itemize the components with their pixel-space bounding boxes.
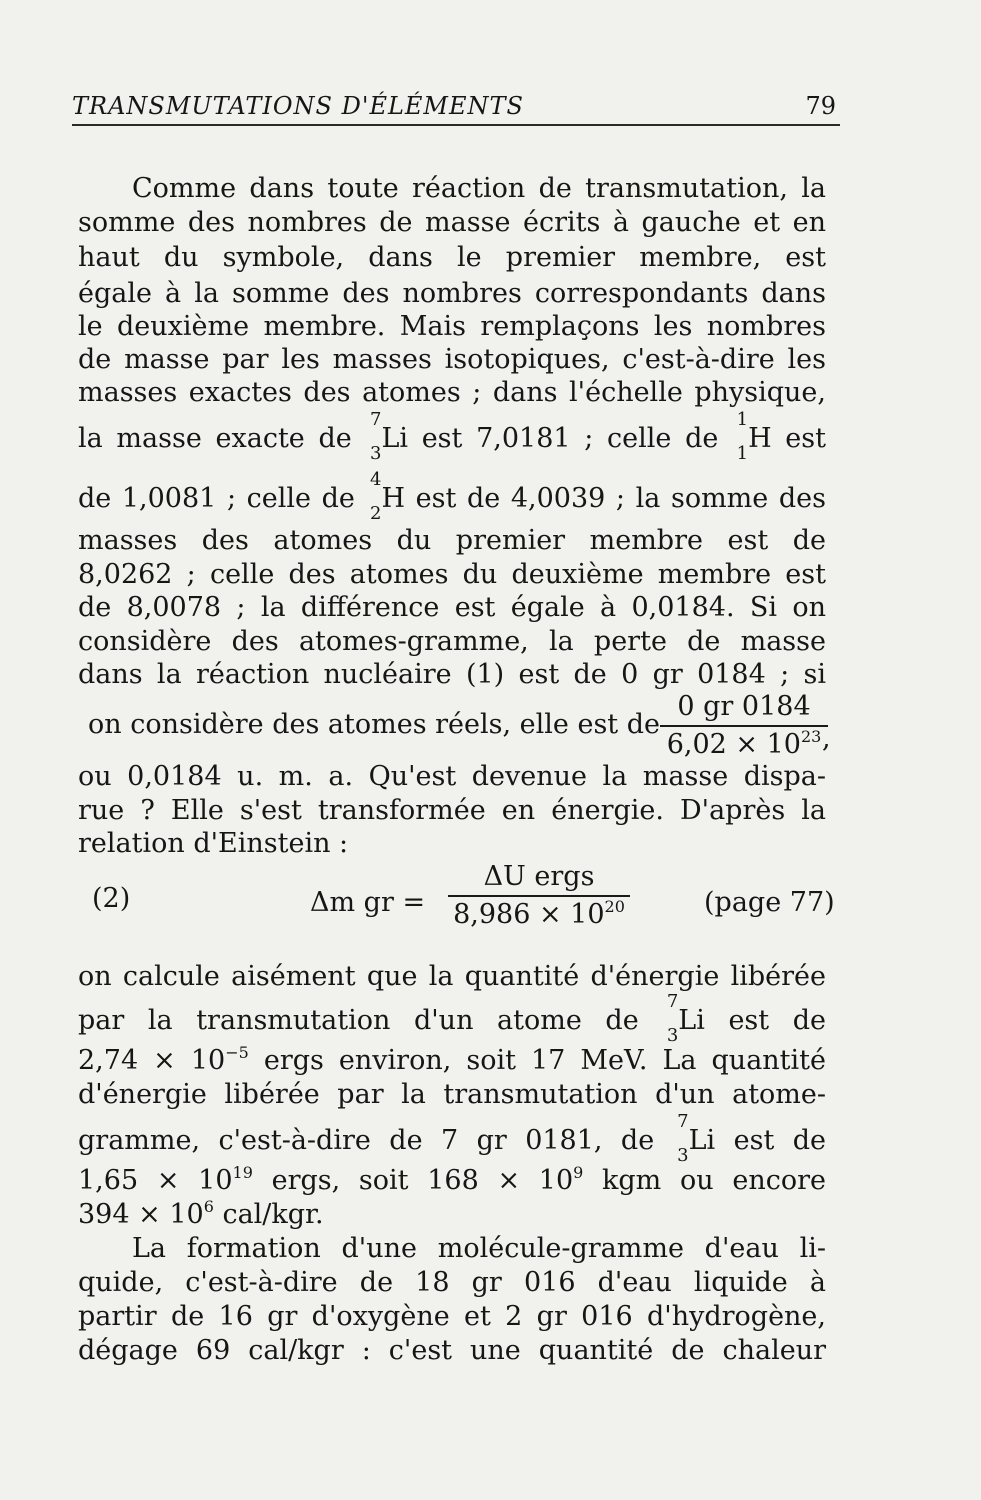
isotope-notation-he	[366, 469, 382, 524]
text-line: dans la réaction nucléaire (1) est de 0 gr 0184 ; si	[78, 659, 826, 690]
atomic-number: 3	[666, 1025, 679, 1046]
text-line: de masse par les masses isotopiques, c'est-à-dire les	[78, 344, 826, 375]
fraction-denominator	[448, 895, 630, 930]
comma: ,	[822, 723, 831, 754]
text-line: relation d'Einstein :	[78, 828, 349, 859]
text-line: de 8,0078 ; la différence est égale à 0,0184. Si on	[78, 592, 826, 623]
text-line: quide, c'est-à-dire de 18 gr 016 d'eau liquide à	[78, 1267, 826, 1298]
text-run: gramme, c'est-à-dire de 7 gr 0181, de	[78, 1125, 673, 1156]
isotope-notation-li	[673, 1111, 689, 1166]
text-line-with-isotope	[78, 1111, 826, 1166]
equation-lhs: Δm gr =	[310, 887, 426, 918]
text-run: H est de 4,0039 ; la somme des	[381, 483, 826, 514]
exponent: 9	[573, 1163, 584, 1182]
fraction-atom-mass	[660, 692, 828, 760]
text-run: Li est 7,0181 ; celle de	[381, 423, 733, 454]
text-run: par la transmutation d'un atome de	[78, 1005, 663, 1036]
fraction-numerator: ΔU ergs	[483, 861, 595, 892]
text-line: on calcule aisément que la quantité d'énergie libérée	[78, 961, 826, 992]
denominator-base: 8,986 × 10	[453, 899, 605, 930]
text-run: 2,74 × 10	[78, 1045, 226, 1076]
fraction-numerator: 0 gr 0184	[677, 691, 811, 722]
page-number: 79	[805, 92, 836, 120]
text-line-with-exponent	[78, 1198, 826, 1232]
text-run: Li est de	[678, 1005, 826, 1036]
text-run: kgm ou encore	[583, 1165, 826, 1196]
mass-number: 1	[736, 409, 749, 430]
text-run: cal/kgr.	[213, 1199, 324, 1230]
exponent: 19	[232, 1163, 253, 1182]
text-line: haut du symbole, dans le premier membre, est	[78, 242, 826, 273]
fraction-denominator	[660, 725, 828, 760]
text-run: H est	[748, 423, 826, 454]
isotope-notation-h	[732, 409, 749, 464]
text-run: ergs, soit 168 × 10	[252, 1165, 574, 1196]
text-line: égale à la somme des nombres correspondants dans	[78, 278, 826, 309]
text-run: 1,65 × 10	[78, 1165, 233, 1196]
text-line-with-isotope	[78, 991, 826, 1046]
page-header	[72, 84, 840, 126]
text-run: de 1,0081 ; celle de	[78, 483, 366, 514]
exponent: 6	[203, 1197, 214, 1216]
text-line: le deuxième membre. Mais remplaçons les nombres	[78, 311, 826, 342]
text-run: ergs environ, soit 17 MeV. La quantité	[248, 1045, 826, 1076]
running-title: TRANSMUTATIONS D'ÉLÉMENTS	[72, 92, 524, 120]
exponent: 20	[604, 897, 625, 916]
mass-number: 7	[677, 1111, 689, 1132]
text-run: Li est de	[688, 1125, 826, 1156]
equation-number: (2)	[92, 883, 131, 914]
text-line: La formation d'une molécule-gramme d'eau li-	[132, 1233, 826, 1264]
mass-number: 7	[666, 991, 679, 1012]
text-line-with-isotopes	[78, 469, 826, 524]
text-line: masses des atomes du premier membre est de	[78, 525, 826, 556]
atomic-number: 2	[370, 503, 382, 524]
text-line-with-isotopes	[78, 409, 826, 464]
atomic-number: 1	[736, 443, 749, 464]
text-line: 8,0262 ; celle des atomes du deuxième membre est	[78, 559, 826, 590]
text-run: 394 × 10	[78, 1199, 204, 1230]
isotope-notation-li	[662, 991, 679, 1046]
text-line-with-exponents	[78, 1164, 826, 1198]
mass-number: 7	[369, 409, 382, 430]
text-line: rue ? Elle s'est transformée en énergie. D'après la	[78, 795, 826, 826]
equation-reference: (page 77)	[704, 887, 835, 918]
exponent: −5	[225, 1043, 249, 1062]
denominator-base: 6,02 × 10	[666, 729, 801, 760]
isotope-notation-li	[365, 409, 382, 464]
text-line: ou 0,0184 u. m. a. Qu'est devenue la masse dispa-	[78, 761, 826, 792]
text-line-with-exponent	[78, 1044, 826, 1078]
text-run: la masse exacte de	[78, 423, 366, 454]
atomic-number: 3	[677, 1145, 689, 1166]
text-line: partir de 16 gr d'oxygène et 2 gr 016 d'hydrogène,	[78, 1301, 826, 1332]
exponent: 23	[800, 727, 822, 746]
text-line: d'énergie libérée par la transmutation d'un atome-	[78, 1079, 826, 1110]
text-line: somme des nombres de masse écrits à gauche et en	[78, 207, 826, 238]
text-line: considère des atomes-gramme, la perte de masse	[78, 626, 826, 657]
text-line: masses exactes des atomes ; dans l'échelle physique,	[78, 377, 826, 408]
text-line: Comme dans toute réaction de transmutation, la	[132, 173, 826, 204]
text-run: on considère des atomes réels, elle est de	[88, 709, 660, 740]
text-line: dégage 69 cal/kgr : c'est une quantité de chaleur	[78, 1335, 826, 1366]
einstein-fraction	[448, 862, 630, 930]
mass-number: 4	[370, 469, 382, 490]
atomic-number: 3	[369, 443, 382, 464]
